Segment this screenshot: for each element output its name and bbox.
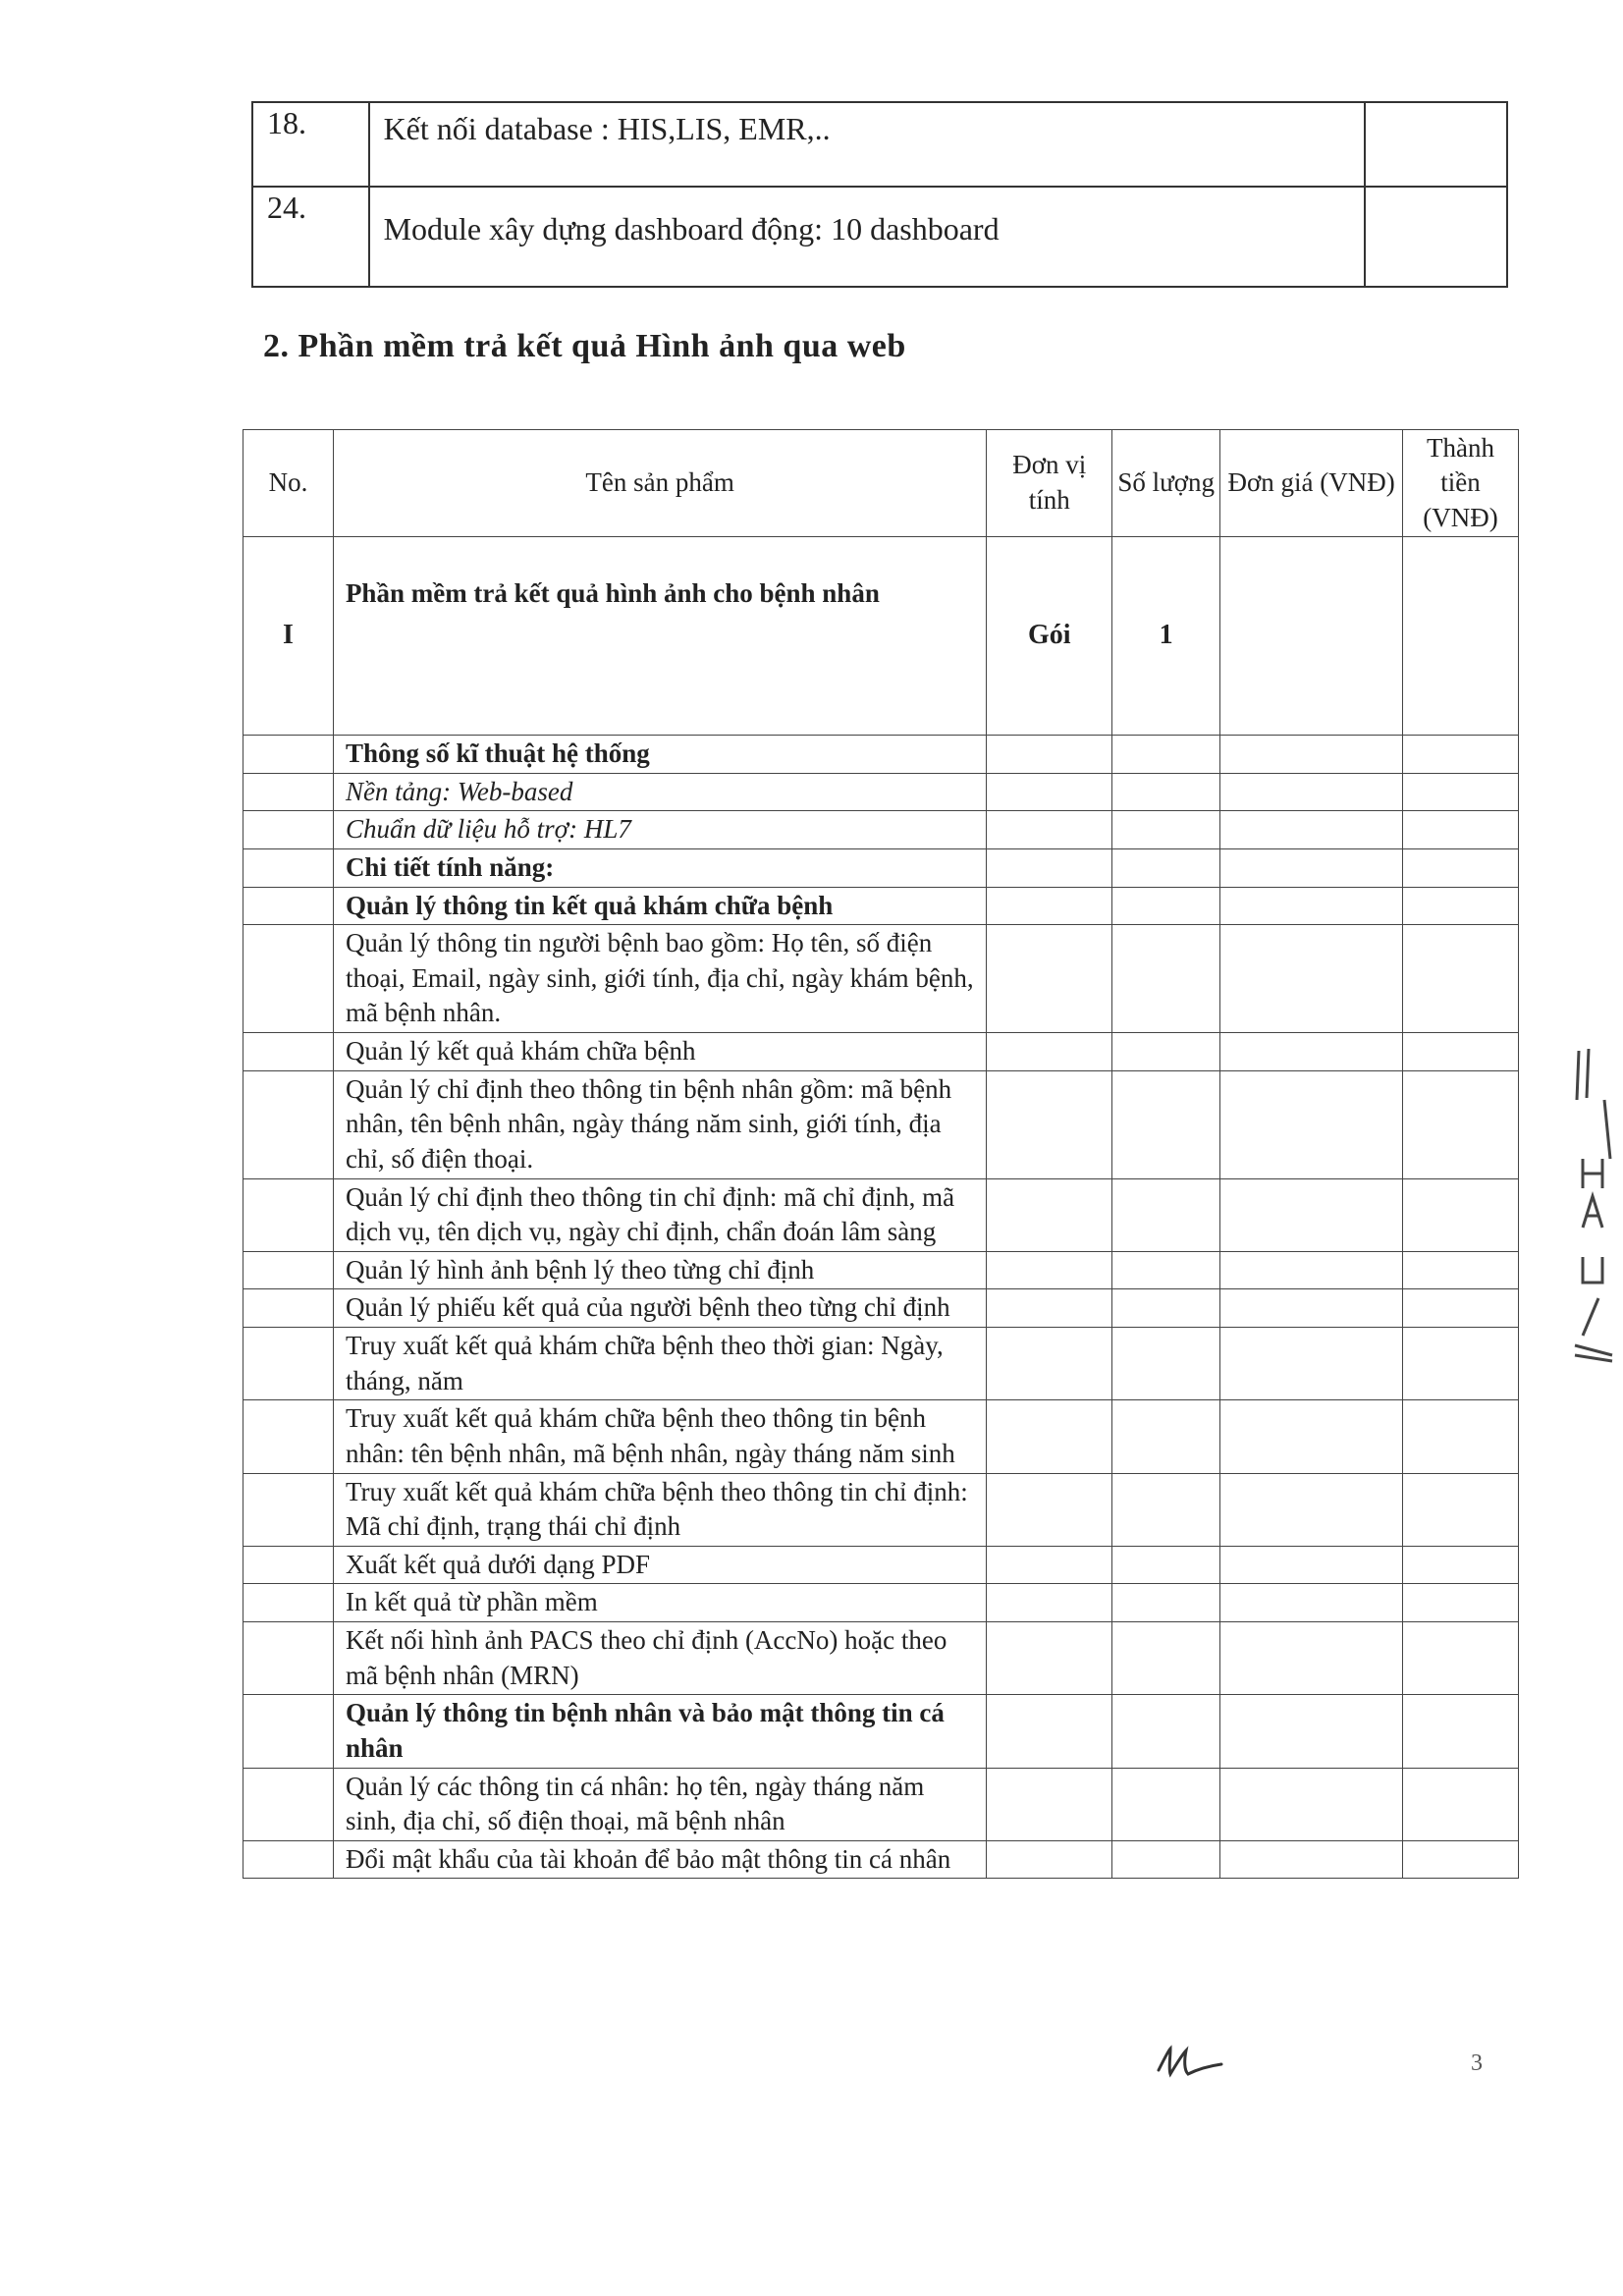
header-no: No.: [243, 430, 334, 537]
empty-cell: [987, 925, 1112, 1033]
empty-cell: [243, 1584, 334, 1622]
empty-cell: [1112, 887, 1220, 925]
empty-cell: [1403, 848, 1519, 887]
empty-cell: [243, 1622, 334, 1695]
page-number: 3: [1471, 2050, 1483, 2076]
table-body: [243, 537, 1519, 1879]
empty-cell: [1220, 848, 1403, 887]
empty-cell: [987, 1768, 1112, 1840]
header-total: Thành tiền (VNĐ): [1403, 430, 1519, 537]
empty-cell: [243, 1695, 334, 1768]
product-row: [243, 537, 1519, 736]
empty-cell: [987, 848, 1112, 887]
table-row: [243, 773, 1519, 811]
empty-cell: [1403, 1622, 1519, 1695]
empty-cell: [1220, 1070, 1403, 1178]
empty-cell: [987, 1400, 1112, 1473]
empty-cell: [1220, 1622, 1403, 1695]
empty-cell: [1403, 811, 1519, 849]
empty-cell: [243, 811, 334, 849]
empty-cell: [243, 1251, 334, 1289]
empty-cell: [1220, 1695, 1403, 1768]
signature-mark: [1151, 2037, 1229, 2086]
empty-cell: [987, 1473, 1112, 1546]
empty-cell: [1112, 1473, 1220, 1546]
empty-cell: [1112, 1178, 1220, 1251]
empty-cell: [987, 773, 1112, 811]
empty-cell: [243, 1768, 334, 1840]
table-row: [243, 811, 1519, 849]
empty-cell: [243, 848, 334, 887]
empty-cell: [1112, 811, 1220, 849]
empty-cell: [1220, 1289, 1403, 1328]
table-row: [243, 1473, 1519, 1546]
empty-cell: [1220, 1251, 1403, 1289]
empty-cell: [1220, 1400, 1403, 1473]
table-row: [243, 1289, 1519, 1328]
table-row: [243, 1695, 1519, 1768]
empty-cell: [1403, 1768, 1519, 1840]
product-qty: 1: [1112, 537, 1220, 736]
feature-text: Quản lý hình ảnh bệnh lý theo từng chỉ định: [333, 1251, 986, 1289]
row-name: Kết nối database : HIS,LIS, EMR,..: [369, 102, 1366, 187]
empty-cell: [1220, 1178, 1403, 1251]
empty-cell: [1220, 773, 1403, 811]
feature-text: Quản lý các thông tin cá nhân: họ tên, ngày tháng năm sinh, địa chỉ, số điện thoại, mã bệnh nhân: [333, 1768, 986, 1840]
product-price: [1220, 537, 1403, 736]
empty-cell: [243, 1546, 334, 1584]
empty-cell: [243, 1840, 334, 1879]
feature-text: Nền tảng: Web-based: [333, 773, 986, 811]
feature-text: Quản lý phiếu kết quả của người bệnh theo từng chỉ định: [333, 1289, 986, 1328]
empty-cell: [243, 736, 334, 774]
margin-stamp-fragment: [1569, 1041, 1618, 1365]
empty-cell: [1112, 925, 1220, 1033]
empty-cell: [1403, 1033, 1519, 1071]
table-row: [243, 925, 1519, 1033]
empty-cell: [1220, 1473, 1403, 1546]
row-blank-cell: [1365, 187, 1507, 287]
empty-cell: [987, 1840, 1112, 1879]
header-row: [243, 430, 1519, 537]
empty-cell: [1112, 1584, 1220, 1622]
feature-text: Quản lý chỉ định theo thông tin chỉ định: mã chỉ định, mã dịch vụ, tên dịch vụ, ngày chỉ định, chẩn đoán lâm sàng: [333, 1178, 986, 1251]
empty-cell: [1403, 1695, 1519, 1768]
empty-cell: [1220, 1033, 1403, 1071]
product-total: [1403, 537, 1519, 736]
empty-cell: [987, 1070, 1112, 1178]
empty-cell: [1220, 811, 1403, 849]
product-no: I: [243, 537, 334, 736]
feature-text: Chi tiết tính năng:: [333, 848, 986, 887]
empty-cell: [1403, 1584, 1519, 1622]
feature-text: Quản lý chỉ định theo thông tin bệnh nhân gồm: mã bệnh nhân, tên bệnh nhân, ngày tháng năm sinh, giới tính, địa chỉ, số điện thoại.: [333, 1070, 986, 1178]
empty-cell: [243, 1178, 334, 1251]
header-price: Đơn giá (VNĐ): [1220, 430, 1403, 537]
empty-cell: [1220, 1328, 1403, 1400]
feature-text: Kết nối hình ảnh PACS theo chỉ định (AccNo) hoặc theo mã bệnh nhân (MRN): [333, 1622, 986, 1695]
table-row: [243, 1251, 1519, 1289]
empty-cell: [987, 1622, 1112, 1695]
table-row: [243, 1328, 1519, 1400]
empty-cell: [1112, 773, 1220, 811]
empty-cell: [987, 1584, 1112, 1622]
empty-cell: [1403, 1400, 1519, 1473]
empty-cell: [1403, 925, 1519, 1033]
empty-cell: [1112, 1033, 1220, 1071]
empty-cell: [1220, 925, 1403, 1033]
product-name: Phần mềm trả kết quả hình ảnh cho bệnh nhân: [333, 537, 986, 736]
empty-cell: [1112, 1622, 1220, 1695]
empty-cell: [987, 1695, 1112, 1768]
table-row: [243, 1033, 1519, 1071]
empty-cell: [243, 925, 334, 1033]
empty-cell: [1403, 1473, 1519, 1546]
row-name: Module xây dựng dashboard động: 10 dashboard: [369, 187, 1366, 287]
feature-text: Truy xuất kết quả khám chữa bệnh theo thời gian: Ngày, tháng, năm: [333, 1328, 986, 1400]
table-row: [243, 1546, 1519, 1584]
feature-text: Quản lý kết quả khám chữa bệnh: [333, 1033, 986, 1071]
table-row: [243, 1178, 1519, 1251]
empty-cell: [987, 1289, 1112, 1328]
empty-cell: [1220, 887, 1403, 925]
row-number: 24.: [252, 187, 369, 287]
empty-cell: [243, 773, 334, 811]
empty-cell: [1112, 1400, 1220, 1473]
header-qty: Số lượng: [1112, 430, 1220, 537]
empty-cell: [987, 811, 1112, 849]
table-row: [243, 1070, 1519, 1178]
empty-cell: [243, 1289, 334, 1328]
empty-cell: [243, 1070, 334, 1178]
empty-cell: [1112, 1840, 1220, 1879]
product-unit: Gói: [987, 537, 1112, 736]
table-row: [243, 1622, 1519, 1695]
empty-cell: [987, 736, 1112, 774]
empty-cell: [1112, 848, 1220, 887]
empty-cell: [1112, 1768, 1220, 1840]
empty-cell: [1112, 1251, 1220, 1289]
table-row: [243, 1400, 1519, 1473]
product-table: [243, 429, 1519, 1879]
table-row: [243, 848, 1519, 887]
feature-text: Thông số kĩ thuật hệ thống: [333, 736, 986, 774]
empty-cell: [1403, 1289, 1519, 1328]
empty-cell: [1403, 1546, 1519, 1584]
empty-cell: [1112, 1289, 1220, 1328]
empty-cell: [1403, 773, 1519, 811]
empty-cell: [243, 1400, 334, 1473]
empty-cell: [1403, 887, 1519, 925]
table-row: [243, 736, 1519, 774]
table-row: [243, 1768, 1519, 1840]
empty-cell: [987, 1178, 1112, 1251]
table-row: [252, 102, 1507, 187]
table-row: [243, 1840, 1519, 1879]
empty-cell: [1112, 1695, 1220, 1768]
empty-cell: [1220, 1584, 1403, 1622]
empty-cell: [1220, 1840, 1403, 1879]
empty-cell: [1403, 1251, 1519, 1289]
continued-table: [251, 101, 1508, 288]
table-row: [243, 887, 1519, 925]
empty-cell: [1112, 1546, 1220, 1584]
row-number: 18.: [252, 102, 369, 187]
empty-cell: [987, 1546, 1112, 1584]
feature-text: Quản lý thông tin bệnh nhân và bảo mật thông tin cá nhân: [333, 1695, 986, 1768]
empty-cell: [1220, 1768, 1403, 1840]
empty-cell: [243, 887, 334, 925]
empty-cell: [1403, 1840, 1519, 1879]
empty-cell: [1403, 736, 1519, 774]
row-blank-cell: [1365, 102, 1507, 187]
feature-text: Truy xuất kết quả khám chữa bệnh theo thông tin bệnh nhân: tên bệnh nhân, mã bệnh nhân, ngày tháng năm sinh: [333, 1400, 986, 1473]
feature-text: Quản lý thông tin kết quả khám chữa bệnh: [333, 887, 986, 925]
feature-text: Chuẩn dữ liệu hỗ trợ: HL7: [333, 811, 986, 849]
feature-text: Quản lý thông tin người bệnh bao gồm: Họ tên, số điện thoại, Email, ngày sinh, giới tính, địa chỉ, ngày khám bệnh, mã bệnh nhân.: [333, 925, 986, 1033]
empty-cell: [1112, 736, 1220, 774]
empty-cell: [1403, 1178, 1519, 1251]
empty-cell: [987, 1328, 1112, 1400]
empty-cell: [1112, 1070, 1220, 1178]
header-unit: Đơn vị tính: [987, 430, 1112, 537]
empty-cell: [243, 1033, 334, 1071]
empty-cell: [243, 1328, 334, 1400]
empty-cell: [1112, 1328, 1220, 1400]
feature-text: Đổi mật khẩu của tài khoản để bảo mật thông tin cá nhân: [333, 1840, 986, 1879]
header-name: Tên sản phẩm: [333, 430, 986, 537]
feature-text: Xuất kết quả dưới dạng PDF: [333, 1546, 986, 1584]
section-title: 2. Phần mềm trả kết quả Hình ảnh qua web: [263, 328, 906, 364]
feature-text: In kết quả từ phần mềm: [333, 1584, 986, 1622]
feature-text: Truy xuất kết quả khám chữa bệnh theo thông tin chỉ định: Mã chỉ định, trạng thái chỉ định: [333, 1473, 986, 1546]
empty-cell: [1403, 1328, 1519, 1400]
table-row: [243, 1584, 1519, 1622]
empty-cell: [987, 1251, 1112, 1289]
empty-cell: [1220, 1546, 1403, 1584]
table-row: [252, 187, 1507, 287]
empty-cell: [1220, 736, 1403, 774]
empty-cell: [987, 1033, 1112, 1071]
empty-cell: [987, 887, 1112, 925]
empty-cell: [243, 1473, 334, 1546]
empty-cell: [1403, 1070, 1519, 1178]
